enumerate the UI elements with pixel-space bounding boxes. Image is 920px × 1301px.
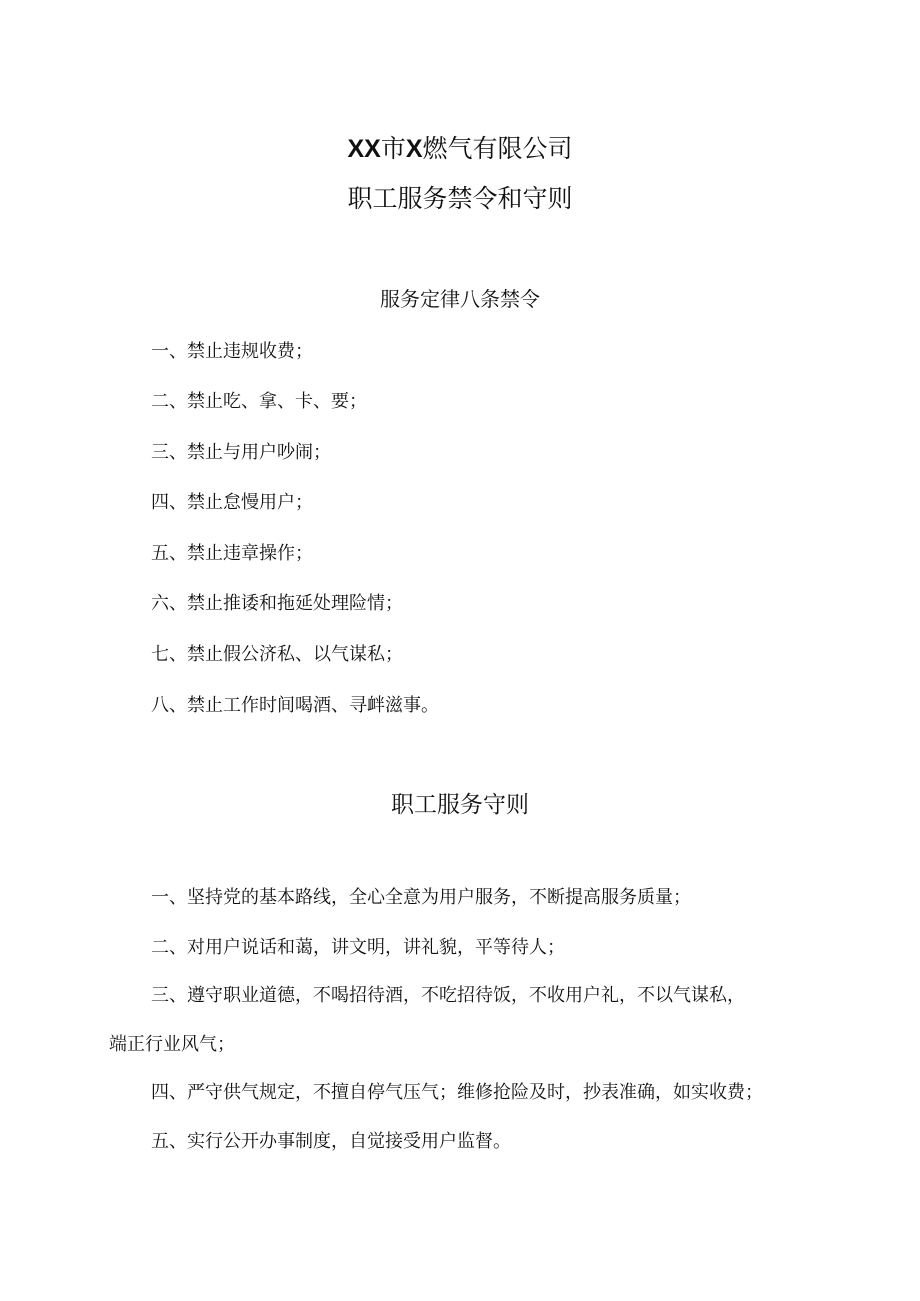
- company-name: [0, 134, 920, 164]
- prohibition-item-5: 五、禁止违章操作；: [151, 543, 313, 564]
- company-city: 市: [380, 134, 406, 163]
- rule-item-2: 二、对用户说话和蔼，讲文明，讲礼貌，平等待人；: [151, 937, 565, 958]
- prohibition-item-4: 四、禁止怠慢用户；: [151, 492, 313, 513]
- rule-item-3-continuation: 端正行业风气；: [109, 1034, 235, 1055]
- company-x: X: [405, 135, 423, 163]
- rule-item-3: 三、遵守职业道德，不喝招待酒，不吃招待饭，不收用户礼，不以气谋私，: [151, 985, 745, 1006]
- prohibition-item-3: 三、禁止与用户吵闹；: [151, 442, 331, 463]
- company-prefix: XX: [347, 135, 381, 163]
- prohibition-item-6: 六、禁止推诿和拖延处理险情；: [151, 593, 403, 614]
- rule-item-1: 一、坚持党的基本路线，全心全意为用户服务，不断提高服务质量；: [151, 887, 691, 908]
- rule-item-5: 五、实行公开办事制度，自觉接受用户监督。: [151, 1131, 511, 1152]
- prohibitions-heading: 服务定律八条禁令: [380, 287, 540, 311]
- prohibition-item-1: 一、禁止违规收费；: [151, 341, 313, 362]
- document-title: 职工服务禁令和守则: [347, 184, 573, 213]
- prohibition-item-2: 二、禁止吃、拿、卡、要；: [151, 391, 367, 412]
- rule-item-4: 四、严守供气规定，不擅自停气压气；维修抢险及时，抄表准确，如实收费；: [151, 1082, 763, 1103]
- rules-heading: 职工服务守则: [391, 792, 529, 818]
- company-suffix: 燃气有限公司: [422, 134, 573, 163]
- prohibition-item-8: 八、禁止工作时间喝酒、寻衅滋事。: [151, 695, 439, 716]
- prohibition-item-7: 七、禁止假公济私、以气谋私；: [151, 644, 403, 665]
